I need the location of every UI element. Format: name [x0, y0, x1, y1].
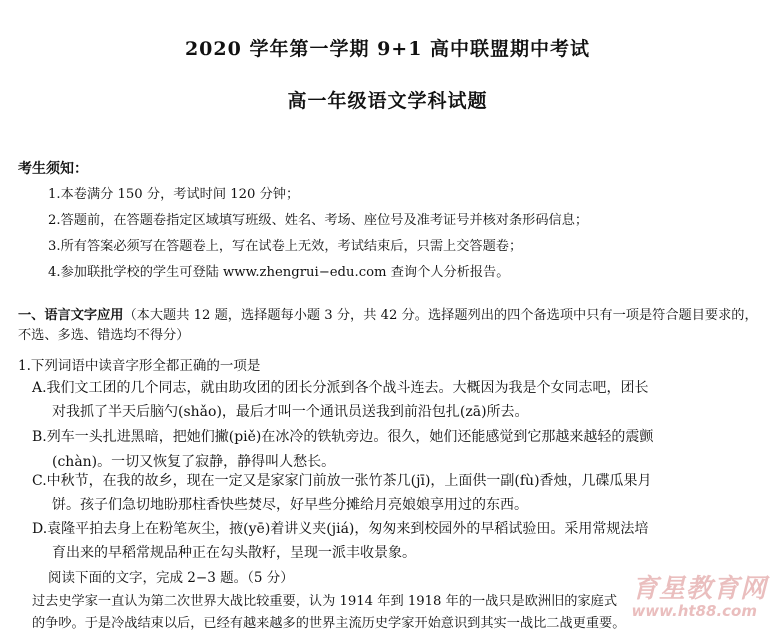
option-d-line1: D.袁隆平拍去身上在粉笔灰尘，掖(yē)着讲义夹(jiá)，匆匆来到校园外的早稻试验田。采用常规法培 — [32, 521, 649, 537]
watermark-url: www.ht88.com — [631, 602, 757, 620]
option-b-line2: (chàn)。一切又恢复了寂静，静得叫人愁长。 — [52, 454, 336, 470]
watermark-logo-text: 育星教育网 — [631, 574, 767, 604]
passage-line: 过去史学家一直认为第二次世界大战比较重要，认为 1914 年到 1918 年的一战只是欧洲旧的家庭式 — [32, 594, 618, 609]
exam-title: 2020 学年第一学期 9+1 高中联盟期中考试 — [184, 38, 591, 60]
question-stem: 1.下列词语中读音字形全都正确的一项是 — [18, 358, 261, 374]
reading-instruction: 阅读下面的文字，完成 2−3 题。（5 分） — [48, 570, 294, 586]
option-d-line2: 育出来的早稻常规品种正在勾头散籽，呈现一派丰收景象。 — [52, 545, 416, 561]
option-a-line2: 对我抓了半天后脑勺(shǎo)，最后才叫一个通讯员送我到前沿包扎(zā)所去。 — [52, 404, 529, 420]
exam-subtitle: 高一年级语文学科试题 — [287, 90, 488, 112]
notice-heading: 考生须知： — [18, 161, 88, 177]
option-a-line1: A.我们文工团的几个同志，就由助攻团的团长分派到各个战斗连去。大概因为我是个女同志吧，团长 — [32, 380, 649, 396]
section-title: 一、语言文字应用 — [18, 308, 124, 323]
option-c-line1: C.中秋节，在我的故乡，现在一定又是家家门前放一张竹茶几(jī)，上面供一副(fù)香烛，几碟瓜果月 — [32, 473, 652, 489]
notice-item: 3.所有答案必须写在答题卷上，写在试卷上无效，考试结束后，只需上交答题卷； — [48, 239, 523, 254]
section-description: （本大题共 12 题，选择题每小题 3 分，共 42 分。选择题列出的四个备选项中只有一项是符合题目要求的，不选、多选、错选均不得分） — [18, 308, 758, 343]
notice-item: 1.本卷满分 150 分，考试时间 120 分钟； — [48, 187, 300, 202]
option-b-line1: B.列车一头扎进黑暗，把她们撇(piě)在冰冷的铁轨旁边。很久，她们还能感觉到它那越来越轻的震颤 — [32, 429, 654, 445]
notice-item: 4.参加联批学校的学生可登陆 www.zhengrui−edu.com 查询个人分析报告。 — [48, 265, 510, 280]
passage-line: 的争吵。于是冷战结束以后，已经有越来越多的世界主流历史学家开始意识到其实一战比二战更重要。 — [32, 616, 626, 631]
section-heading — [18, 306, 763, 346]
option-c-line2: 饼。孩子们急切地盼那柱香快些焚尽，好早些分摊给月亮娘娘享用过的东西。 — [52, 497, 528, 513]
notice-item: 2.答题前，在答题卷指定区域填写班级、姓名、考场、座位号及准考证号并核对条形码信息； — [48, 213, 589, 228]
